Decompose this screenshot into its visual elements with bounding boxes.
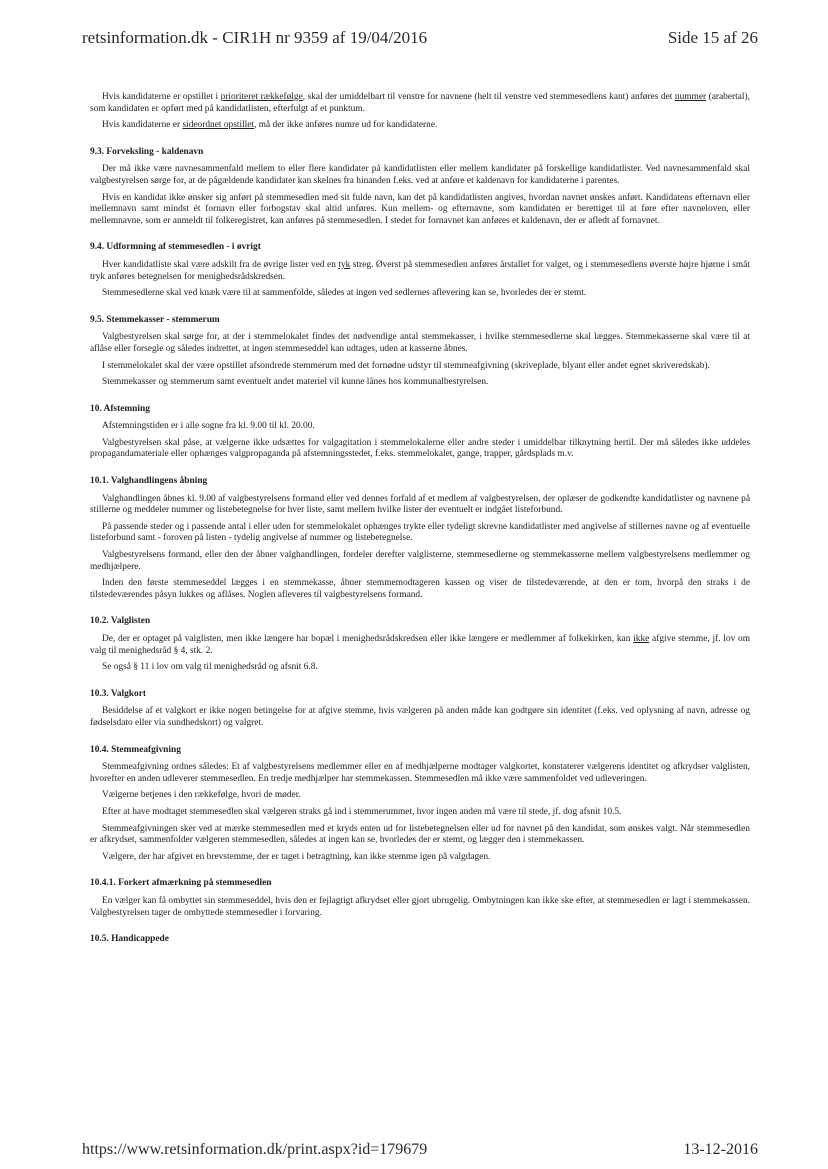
term-link[interactable]: tyk — [338, 259, 351, 270]
paragraph: Stemmekasser og stemmerum samt eventuelt andet materiel vil kunne lånes hos kommunalbestyrelsen. — [102, 377, 489, 388]
document-body — [90, 92, 750, 952]
section-heading: 9.5. Stemmekasser - stemmerum — [90, 314, 220, 325]
paragraph: Valgbestyrelsen skal påse, at vælgerne ikke udsættes for valgagitation i stemmelokalerne eller andre steder i umiddelbar tilknytning hertil. Der må således ikke uddeles propagandamateriale eller ophænges valgpropaganda på afstemningsstedet, f.eks. stemmelokalet, gange, trapper, gårdsplads m.v. — [90, 437, 750, 460]
footer-date: 13-12-2016 — [683, 1141, 758, 1158]
paragraph: Hvis en kandidat ikke ønsker sig anført på stemmesedlen med sit fulde navn, kan det på kandidatlisten angives, hvordan navnet ønskes anført. Kandidatens efternavn eller mellemnavn samt mindst ét fornavn eller forbogstav skal altid anføres. Kun mellem- og efternavne, som kandidaten er berettiget til at føre efter navneloven, eller mellemnavne, som er anmeldt til folkeregistret, kan anføres på stemmesedlen. I stedet for fornavnet kan anføres et kaldenavn, der er afledt af fornavnet. — [90, 192, 750, 226]
paragraph: Se også § 11 i lov om valg til menighedsråd og afsnit 6.8. — [102, 662, 318, 673]
paragraph: Stemmesedlerne skal ved knæk være til at sammenfolde, således at ingen ved sedlernes aflevering kan se, hvorledes der er stemt. — [102, 288, 587, 299]
term-link[interactable]: ikke — [633, 634, 650, 644]
section-heading: 9.4. Udformning af stemmesedlen - i øvrigt — [90, 242, 261, 253]
section-heading: 10.4.1. Forkert afmærkning på stemmesedlen — [90, 878, 272, 889]
section-heading: 10.5. Handicappede — [90, 934, 169, 945]
paragraph: Stemmeafgivningen sker ved at mærke stemmesedlen med et kryds enten ud for listebetegnelsen eller ud for navnet på den kandidat, som ønskes valgt. Når stemmesedlen er afkrydset, sammenfolder vælgeren stemmesedlen, således at ingen kan se, hvorledes der er stemt, og lægger den i stemmekassen. — [90, 823, 750, 846]
paragraph: Der må ikke være navnesammenfald mellem to eller flere kandidater på kandidatlisten eller mellem kandidater på forskellige kandidatlister. Ved navnesammenfald skal valgbestyrelsen sørge for, at de pågældende kandidater kan skelnes fra hinanden f.eks. ved at anføre et kaldenavn for kandidaterne i parentes. — [90, 164, 750, 186]
paragraph: Valgbestyrelsens formand, eller den der åbner valghandlingen, fordeler derefter valglisterne, stemmesedlerne og stemmekasserne mellem valgbestyrelsens medlemmer og medhjælpere. — [90, 550, 750, 572]
section-heading: 9.3. Forveksling - kaldenavn — [90, 146, 204, 157]
paragraph: Valgbestyrelsen skal sørge for, at der i stemmelokalet findes det nødvendige antal stemmekasser, i hvilke stemmesedlerne skal lægges. Stemmekasserne skal være til at aflåse eller forsegle og således indrettet, at ingen stemmeseddel kan udtages, uden at kasserne åbnes. — [90, 332, 750, 354]
paragraph: En vælger kan få ombyttet sin stemmeseddel, hvis den er fejlagtigt afkrydset eller gjort ubrugelig. Ombytningen kan ikke ske efter, at stemmesedlen er lagt i stemmekassen. Valgbestyrelsen tager de ombyttede stemmesedler i forvaring. — [90, 895, 750, 918]
section-heading: 10.4. Stemmeafgivning — [90, 744, 181, 755]
paragraph: Inden den første stemmeseddel lægges i en stemmekasse, åbner stemmemodtageren kassen og viser de tilstedeværende, at den er tom, hvorpå den straks i de tilstedeværendes påsyn lukkes og aflåses. Noglen afleveres til valgbestyrelsens formand. — [90, 578, 750, 600]
paragraph: Hvis kandidaterne er opstillet i prioriteret rækkefølge, skal der umiddelbart til venstre for navnene (helt til venstre ved stemmesedlens kant) anføres det nummer (arabertal), som kandidaten er opført med på kandidatlisten, efterfulgt af et punktum. — [90, 92, 750, 114]
paragraph: Besiddelse af et valgkort er ikke nogen betingelse for at afgive stemme, hvis vælgeren på anden måde kan godtgøre sin identitet (f.eks. ved oplysning af navn, adresse og fødselsdato eller via sundhedskort) og valgret. — [90, 706, 750, 728]
paragraph: Valghandlingen åbnes kl. 9.00 af valgbestyrelsens formand eller ved dennes forfald af et medlem af valgbestyrelsen, der oplæser de godkendte kandidatlister og navnene på stillerne og meddeler nummer og listebetegnelse for hver liste, samt mellem hvilke lister der eventuelt er indgået listeforbund. — [90, 493, 750, 516]
paragraph: De, der er optaget på valglisten, men ikke længere har bopæl i menighedsrådskredsen eller ikke længere er medlemmer af folkekirken, kan ikke afgive stemme, jf. lov om valg til menighedsråd § 4, stk. 2. — [90, 634, 750, 656]
section-heading: 10.2. Valglisten — [90, 616, 151, 627]
section-heading: 10.1. Valghandlingens åbning — [90, 476, 208, 487]
footer-url: https://www.retsinformation.dk/print.aspx?id=179679 — [82, 1141, 428, 1158]
paragraph: Vælgere, der har afgivet en brevstemme, der er taget i betragtning, kan ikke stemme igen på valgdagen. — [102, 851, 491, 862]
term-link[interactable]: nummer — [674, 92, 707, 102]
page-header-title: retsinformation.dk - CIR1H nr 9359 af 19/04/2016 — [82, 28, 428, 47]
paragraph: Afstemningstiden er i alle sogne fra kl. 9.00 til kl. 20.00. — [102, 421, 315, 432]
paragraph: Efter at have modtaget stemmesedlen skal vælgeren straks gå ind i stemmerummet, hvor ingen anden må være til stede, jf. dog afsnit 10.5. — [102, 806, 622, 817]
page-number: Side 15 af 26 — [667, 28, 758, 47]
paragraph: På passende steder og i passende antal i eller uden for stemmelokalet ophænges trykte eller tydeligt skrevne kandidatlister med angivelse af stillernes navne og af eventuelle listeforbund samt - foroven på listen - tydelig angivelse af nummer og listebetegnelse. — [90, 521, 750, 544]
section-heading: 10. Afstemning — [90, 403, 150, 414]
paragraph: Stemmeafgivning ordnes således: Et af valgbestyrelsens medlemmer eller en af medhjælperne modtager valgkortet, konstaterer vælgerens identitet og afkrydser valglisten, hvorefter en anden udleverer stemmesedlen. En tredje medhjælper har stemmekassen. Stemmesedlen må ikke være sammenfoldet ved udleveringen. — [90, 762, 750, 784]
paragraph: Vælgerne betjenes i den rækkefølge, hvori de møder. — [102, 790, 301, 801]
term-link[interactable]: prioriteret rækkefølge — [220, 92, 303, 102]
term-link[interactable]: sideordnet opstillet — [182, 120, 255, 131]
paragraph: I stemmelokalet skal der være opstillet afsondrede stemmerum med det fornødne udstyr til stemmeafgivning (skriveplade, blyant eller andet egnet skriveredskab). — [102, 360, 710, 371]
paragraph: Hver kandidatliste skal være adskilt fra de øvrige lister ved en tyk streg. Øverst på stemmesedlen anføres årstallet for valget, og i stemmesedlens øverste højre hjørne i småt tryk anføres betegnelsen for menighedsrådskredsen. — [90, 259, 750, 282]
section-heading: 10.3. Valgkort — [90, 688, 146, 699]
paragraph: Hvis kandidaterne er sideordnet opstillet, må der ikke anføres numre ud for kandidaterne. — [102, 120, 438, 131]
